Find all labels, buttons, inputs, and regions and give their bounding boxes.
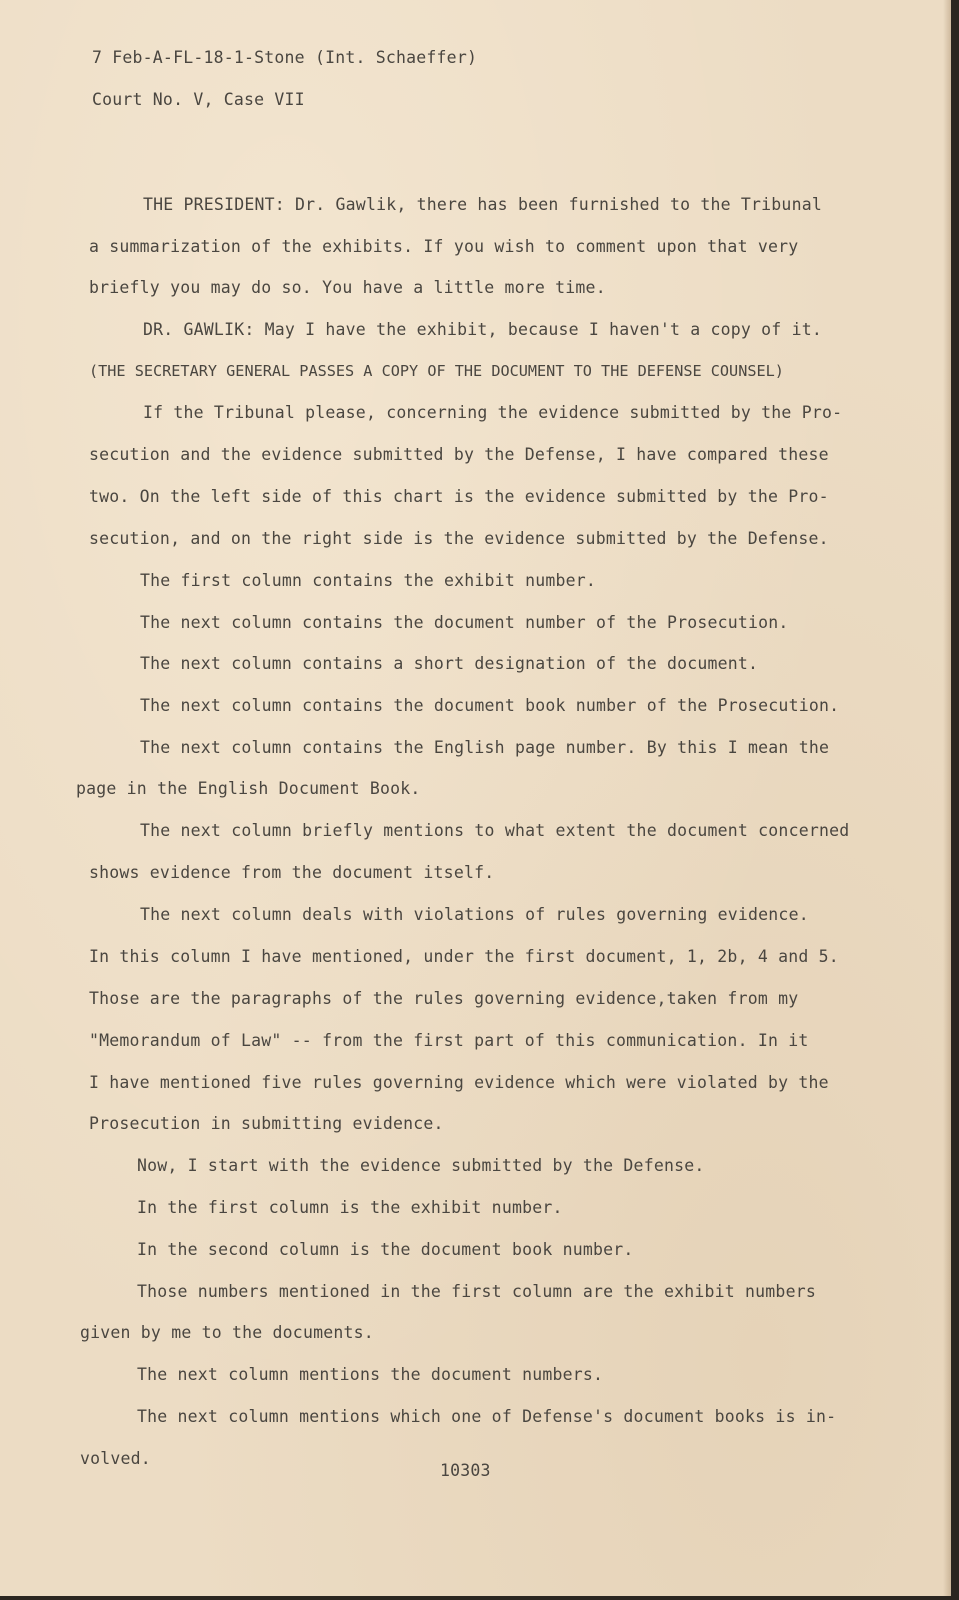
text-line: THE PRESIDENT: Dr. Gawlik, there has been furnished to the Tribunal <box>143 195 822 214</box>
header-reference-line: 7 Feb-A-FL-18-1-Stone (Int. Schaeffer) <box>92 48 478 67</box>
paper-edge-shadow <box>943 0 951 1596</box>
text-line: Those are the paragraphs of the rules governing evidence,taken from my <box>89 989 799 1008</box>
text-line: volved. <box>80 1449 151 1468</box>
text-line: (THE SECRETARY GENERAL PASSES A COPY OF THE DOCUMENT TO THE DEFENSE COUNSEL) <box>89 362 784 380</box>
text-line: two. On the left side of this chart is the evidence submitted by the Pro- <box>89 487 829 506</box>
text-line: In the first column is the exhibit number. <box>137 1198 563 1217</box>
text-line: Now, I start with the evidence submitted by the Defense. <box>137 1156 705 1175</box>
text-line: "Memorandum of Law" -- from the first part of this communication. In it <box>89 1031 809 1050</box>
text-line: Prosecution in submitting evidence. <box>89 1114 444 1133</box>
text-line: The next column contains the English page number. By this I mean the <box>140 738 830 757</box>
header-court-line: Court No. V, Case VII <box>92 90 305 109</box>
text-line: In the second column is the document book number. <box>137 1240 634 1259</box>
text-line: The next column briefly mentions to what extent the document concerned <box>140 821 850 840</box>
text-line: If the Tribunal please, concerning the evidence submitted by the Pro- <box>143 403 843 422</box>
page-number: 10303 <box>440 1461 491 1480</box>
text-line: The next column contains a short designation of the document. <box>140 654 759 673</box>
text-line: DR. GAWLIK: May I have the exhibit, because I haven't a copy of it. <box>143 320 822 339</box>
text-line: secution and the evidence submitted by the Defense, I have compared these <box>89 445 829 464</box>
text-line: The first column contains the exhibit number. <box>140 571 597 590</box>
text-line: given by me to the documents. <box>80 1323 374 1342</box>
text-line: page in the English Document Book. <box>76 779 421 798</box>
text-line: briefly you may do so. You have a little more time. <box>89 278 606 297</box>
text-line: secution, and on the right side is the evidence submitted by the Defense. <box>89 529 829 548</box>
text-line: The next column contains the document number of the Prosecution. <box>140 613 789 632</box>
text-line: The next column mentions the document numbers. <box>137 1365 604 1384</box>
text-line: In this column I have mentioned, under the first document, 1, 2b, 4 and 5. <box>89 947 839 966</box>
text-line: The next column deals with violations of rules governing evidence. <box>140 905 809 924</box>
text-line: a summarization of the exhibits. If you wish to comment upon that very <box>89 237 799 256</box>
text-line: The next column mentions which one of Defense's document books is in- <box>137 1407 837 1426</box>
text-line: The next column contains the document book number of the Prosecution. <box>140 696 840 715</box>
text-line: shows evidence from the document itself. <box>89 863 495 882</box>
text-line: I have mentioned five rules governing evidence which were violated by the <box>89 1073 829 1092</box>
text-line: Those numbers mentioned in the first column are the exhibit numbers <box>137 1282 816 1301</box>
